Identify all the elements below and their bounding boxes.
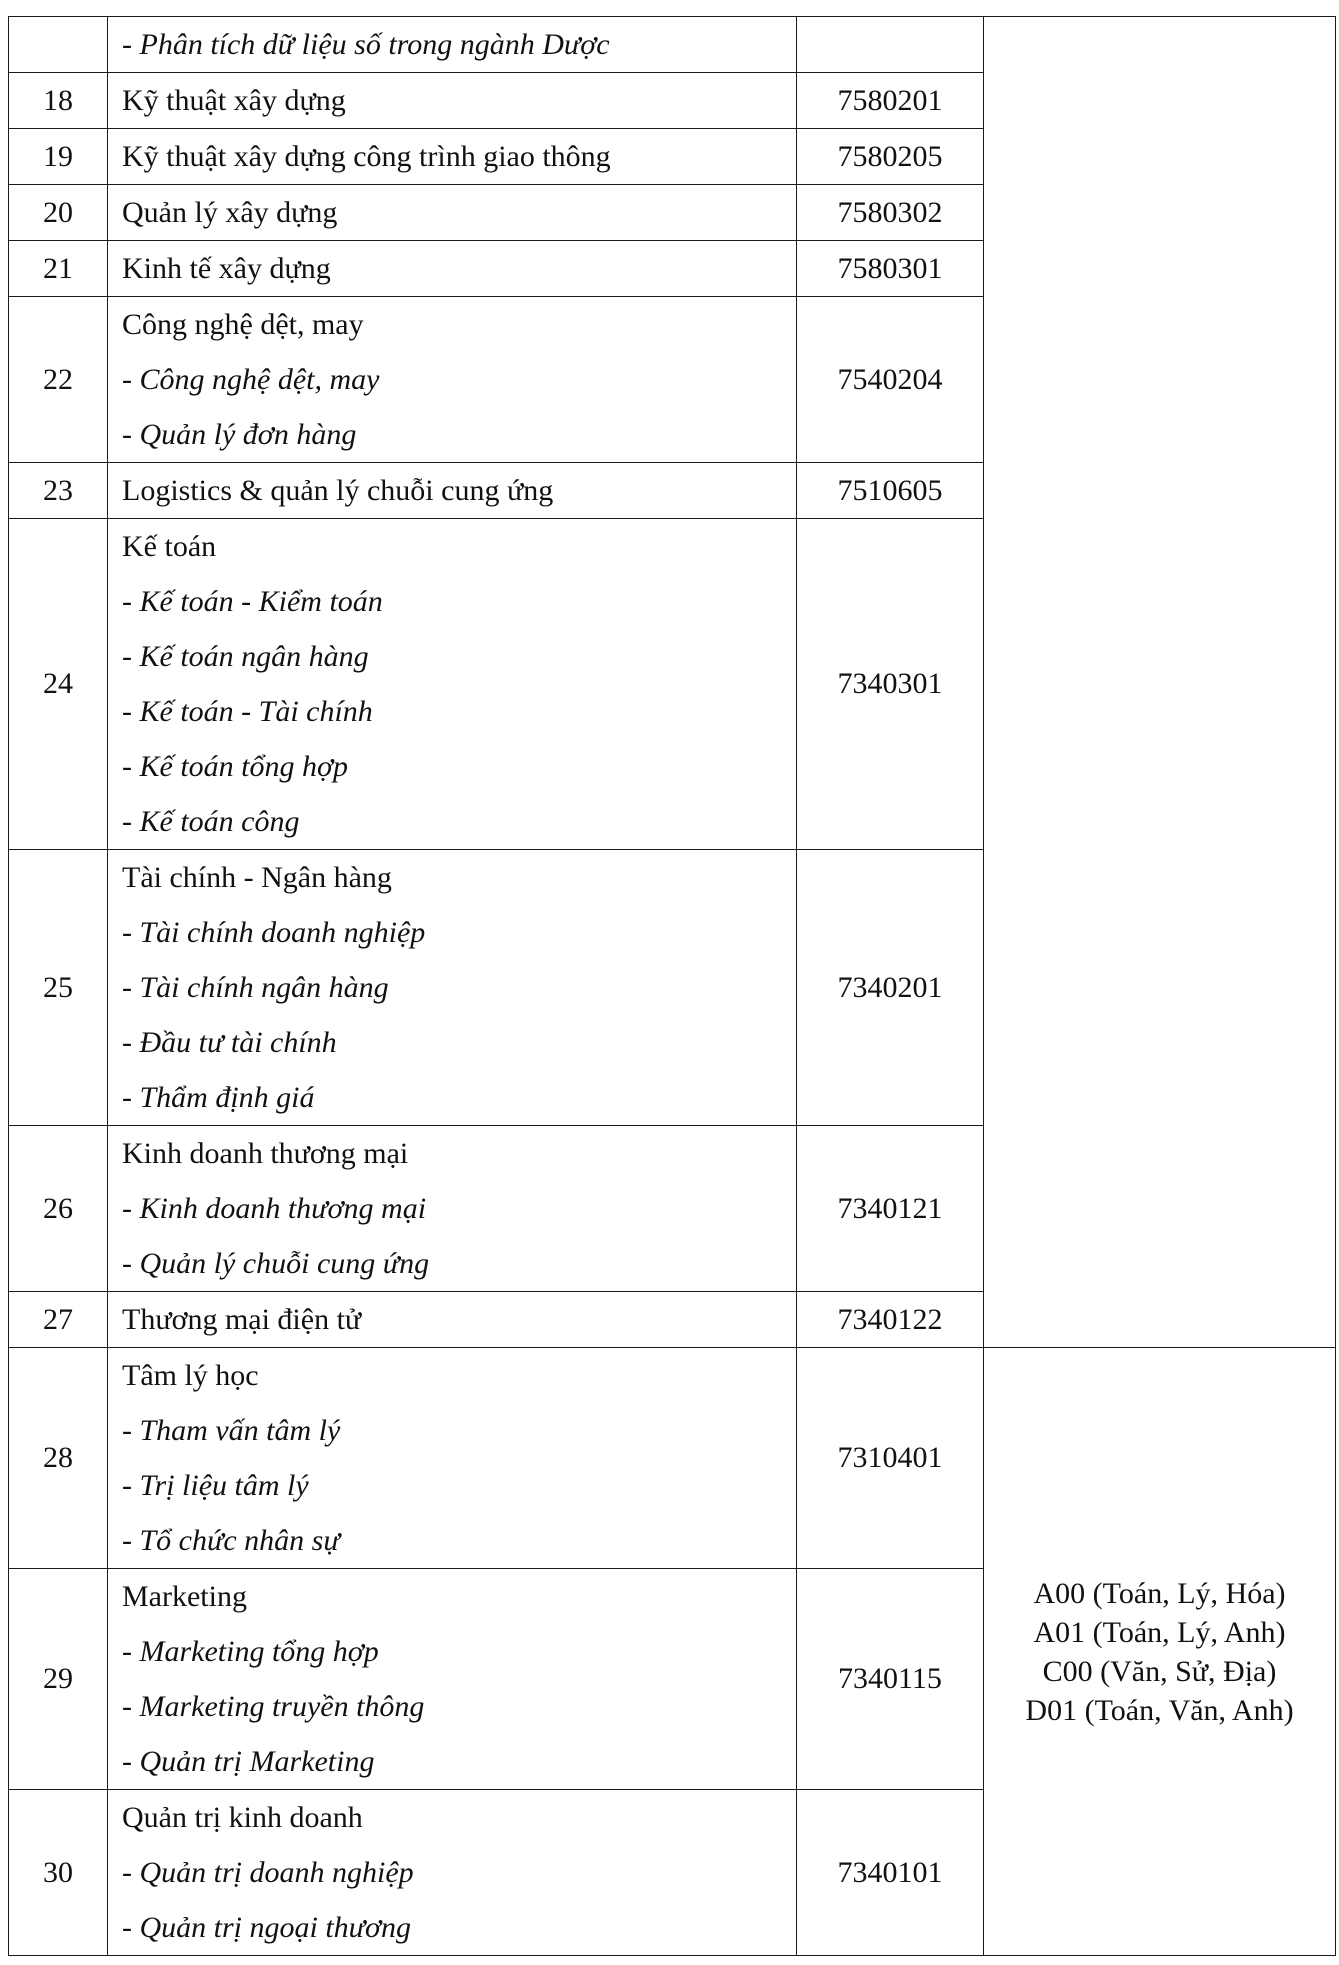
major-code: 7310401 — [797, 1348, 984, 1569]
major-title: Công nghệ dệt, may — [122, 308, 364, 341]
row-number: 22 — [9, 297, 108, 463]
row-number: 29 — [9, 1569, 108, 1790]
specialization-item: - Đầu tư tài chính — [122, 1026, 337, 1059]
major-code: 7580205 — [797, 129, 984, 185]
specialization-item: - Tài chính ngân hàng — [122, 971, 389, 1004]
major-title: Logistics & quản lý chuỗi cung ứng — [122, 474, 554, 507]
specialization-item: - Tài chính doanh nghiệp — [122, 916, 426, 949]
major-code: 7340115 — [797, 1569, 984, 1790]
specialization-item: - Quản trị ngoại thương — [122, 1911, 412, 1944]
major-name-cell — [108, 17, 797, 73]
major-title: Quản trị kinh doanh — [122, 1801, 363, 1834]
majors-table-body — [9, 17, 1336, 1956]
specialization-item: - Phân tích dữ liệu số trong ngành Dược — [122, 28, 610, 61]
major-code: 7340122 — [797, 1292, 984, 1348]
table-row — [9, 1348, 1336, 1569]
major-name-cell — [108, 185, 797, 241]
major-code: 7580302 — [797, 185, 984, 241]
specialization-item: - Kế toán ngân hàng — [122, 640, 369, 673]
major-title: Thương mại điện tử — [122, 1303, 362, 1336]
major-title: Kinh doanh thương mại — [122, 1137, 409, 1170]
subject-group-item: D01 (Toán, Văn, Anh) — [1025, 1693, 1294, 1727]
specialization-item: - Kế toán tổng hợp — [122, 750, 348, 783]
specialization-item: - Tổ chức nhân sự — [122, 1524, 340, 1557]
major-code: 7540204 — [797, 297, 984, 463]
table-row — [9, 17, 1336, 73]
row-number: 24 — [9, 519, 108, 850]
row-number — [9, 17, 108, 73]
row-number: 26 — [9, 1126, 108, 1292]
major-name-cell — [108, 463, 797, 519]
major-title: Quản lý xây dựng — [122, 196, 338, 229]
major-title: Kỹ thuật xây dựng — [122, 84, 346, 117]
specialization-item: - Quản trị Marketing — [122, 1745, 375, 1778]
row-number: 19 — [9, 129, 108, 185]
major-name-cell — [108, 241, 797, 297]
specialization-item: - Marketing truyền thông — [122, 1690, 425, 1723]
major-code: 7340301 — [797, 519, 984, 850]
major-name-cell — [108, 1569, 797, 1790]
major-code: 7340121 — [797, 1126, 984, 1292]
row-number: 18 — [9, 73, 108, 129]
major-code: 7580301 — [797, 241, 984, 297]
subject-group-item: A00 (Toán, Lý, Hóa) — [1033, 1576, 1286, 1610]
specialization-item: - Kế toán - Kiểm toán — [122, 585, 383, 618]
major-name-cell — [108, 1790, 797, 1956]
specialization-item: - Marketing tổng hợp — [122, 1635, 379, 1668]
major-code — [797, 17, 984, 73]
specialization-item: - Công nghệ dệt, may — [122, 363, 380, 396]
specialization-item: - Quản lý chuỗi cung ứng — [122, 1247, 430, 1280]
subject-group-item: C00 (Văn, Sử, Địa) — [1042, 1654, 1277, 1688]
major-name-cell — [108, 297, 797, 463]
major-title: Kế toán — [122, 530, 217, 563]
major-name-cell — [108, 1348, 797, 1569]
specialization-item: - Kinh doanh thương mại — [122, 1192, 427, 1225]
specialization-item: - Trị liệu tâm lý — [122, 1469, 309, 1502]
row-number: 27 — [9, 1292, 108, 1348]
row-number: 23 — [9, 463, 108, 519]
major-name-cell — [108, 1292, 797, 1348]
row-number: 21 — [9, 241, 108, 297]
major-name-cell — [108, 850, 797, 1126]
subject-groups-cell — [984, 1348, 1336, 1956]
subject-groups-cell-top — [984, 17, 1336, 1348]
major-code: 7340101 — [797, 1790, 984, 1956]
specialization-item: - Kế toán công — [122, 805, 300, 838]
subject-group-item: A01 (Toán, Lý, Anh) — [1033, 1615, 1286, 1649]
specialization-item: - Quản trị doanh nghiệp — [122, 1856, 414, 1889]
major-code: 7510605 — [797, 463, 984, 519]
major-code: 7580201 — [797, 73, 984, 129]
majors-table — [8, 16, 1336, 1956]
specialization-item: - Kế toán - Tài chính — [122, 695, 373, 728]
major-name-cell — [108, 73, 797, 129]
major-name-cell — [108, 519, 797, 850]
row-number: 25 — [9, 850, 108, 1126]
row-number: 28 — [9, 1348, 108, 1569]
major-title: Kỹ thuật xây dựng công trình giao thông — [122, 140, 611, 173]
major-title: Tâm lý học — [122, 1359, 259, 1392]
specialization-item: - Thẩm định giá — [122, 1081, 315, 1114]
specialization-item: - Tham vấn tâm lý — [122, 1414, 341, 1447]
row-number: 30 — [9, 1790, 108, 1956]
row-number: 20 — [9, 185, 108, 241]
major-name-cell — [108, 1126, 797, 1292]
specialization-item: - Quản lý đơn hàng — [122, 418, 357, 451]
major-title: Marketing — [122, 1580, 247, 1613]
major-title: Tài chính - Ngân hàng — [122, 861, 392, 894]
major-name-cell — [108, 129, 797, 185]
major-title: Kinh tế xây dựng — [122, 252, 331, 285]
major-code: 7340201 — [797, 850, 984, 1126]
